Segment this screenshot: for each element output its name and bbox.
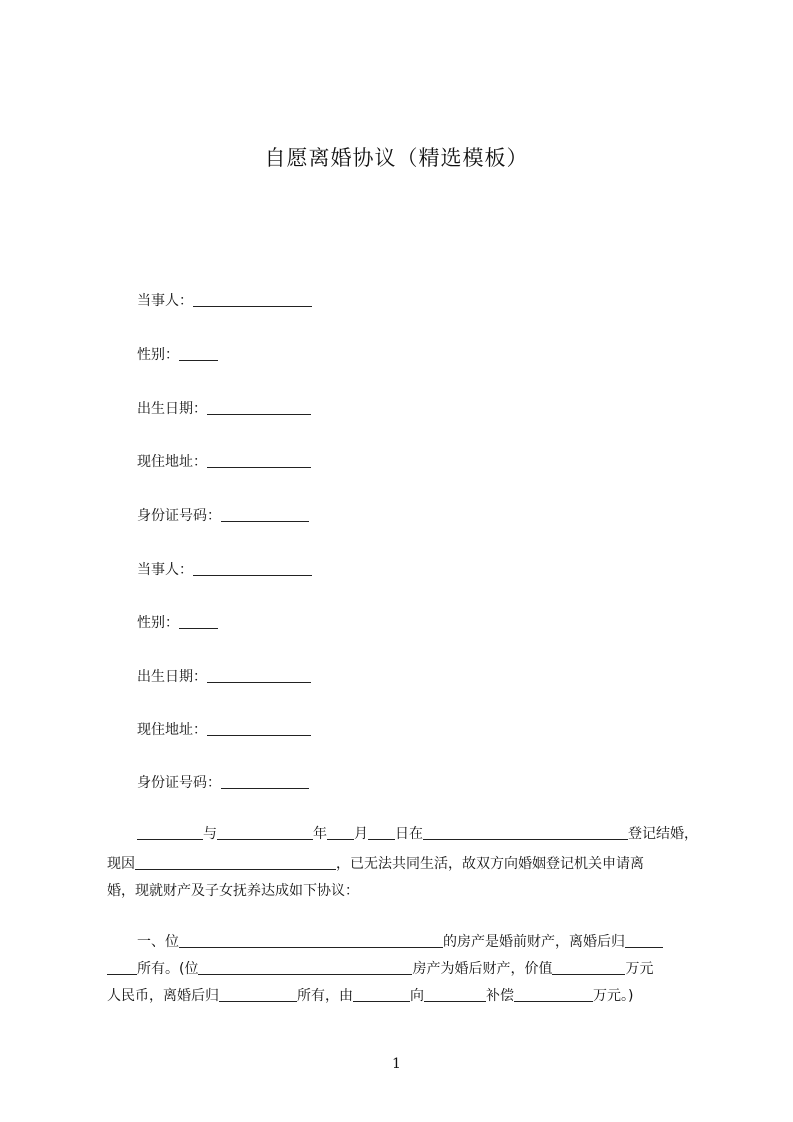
party1-gender-field — [137, 345, 218, 365]
intro-line-1 — [137, 824, 698, 844]
clause-text: 房产为婚后财产，价值 — [412, 961, 553, 977]
party1-name-label: 当事人： — [137, 293, 193, 309]
intro-text: 现因 — [107, 856, 135, 872]
party2-address-label: 现住地址： — [137, 722, 207, 738]
premarital-owner-blank-cont[interactable] — [107, 960, 137, 975]
registry-blank[interactable] — [423, 825, 628, 840]
intro-text: 年 — [313, 826, 327, 842]
party2-birth-blank[interactable] — [207, 668, 311, 683]
property-value-blank[interactable] — [552, 960, 625, 975]
clause1-line-2 — [107, 959, 653, 979]
party1-address-blank[interactable] — [207, 453, 311, 468]
party2-name-blank[interactable] — [193, 561, 312, 576]
clause-text: 所有。(位 — [137, 961, 199, 977]
party2-gender-field — [137, 613, 218, 633]
compensation-amount-blank[interactable] — [514, 987, 593, 1002]
party1-address-field — [137, 452, 311, 472]
intro-line-2 — [107, 854, 644, 874]
intro-text: ，已无法共同生活，故双方向婚姻登记机关申请离 — [336, 856, 644, 872]
party2-name-field — [137, 560, 312, 580]
party1-id-blank[interactable] — [221, 507, 309, 522]
party1-gender-blank[interactable] — [179, 346, 218, 361]
party1-name-field — [137, 291, 312, 311]
party1-id-field — [137, 506, 309, 526]
marital-property-location-blank[interactable] — [198, 960, 412, 975]
clause-text: 万元 — [625, 961, 654, 977]
intro-text: 与 — [203, 826, 217, 842]
party2-address-blank[interactable] — [207, 721, 311, 736]
intro-text: 月 — [354, 826, 368, 842]
party1-name-blank[interactable] — [193, 292, 312, 307]
year-blank[interactable] — [327, 825, 354, 840]
spouse2-blank[interactable] — [217, 825, 313, 840]
party1-address-label: 现住地址： — [137, 454, 207, 470]
payer-blank[interactable] — [353, 987, 410, 1002]
party1-gender-label: 性别： — [137, 347, 179, 363]
reason-blank[interactable] — [135, 855, 336, 870]
party2-name-label: 当事人： — [137, 562, 193, 578]
marital-owner-blank[interactable] — [219, 987, 297, 1002]
clause1-line-3 — [107, 986, 633, 1006]
party2-birth-label: 出生日期： — [137, 669, 207, 685]
party2-birth-field — [137, 667, 311, 687]
payee-blank[interactable] — [424, 987, 486, 1002]
clause-text: 向 — [410, 988, 424, 1004]
party2-gender-label: 性别： — [137, 615, 179, 631]
premarital-owner-blank[interactable] — [625, 933, 663, 948]
party2-gender-blank[interactable] — [179, 614, 218, 629]
party2-id-label: 身份证号码： — [137, 775, 221, 791]
clause-text: 的房产是婚前财产，离婚后归 — [443, 934, 625, 950]
premarital-property-location-blank[interactable] — [179, 933, 443, 948]
clause1-line-1 — [137, 932, 663, 952]
party2-address-field — [137, 720, 311, 740]
party2-id-blank[interactable] — [221, 774, 309, 789]
month-blank[interactable] — [368, 825, 395, 840]
clause-text: 一、位 — [137, 934, 179, 950]
party1-birth-label: 出生日期： — [137, 401, 207, 417]
intro-text: 日在 — [395, 826, 423, 842]
intro-line-3: 婚，现就财产及子女抚养达成如下协议： — [107, 883, 359, 899]
party1-id-label: 身份证号码： — [137, 508, 221, 524]
clause-text: 万元。) — [593, 988, 634, 1004]
document-title: 自愿离婚协议（精选模板） — [264, 146, 529, 170]
party2-id-field — [137, 773, 309, 793]
clause-text: 人民币，离婚后归 — [107, 988, 219, 1004]
party1-birth-blank[interactable] — [207, 400, 311, 415]
spouse1-blank[interactable] — [137, 825, 203, 840]
party1-birth-field — [137, 399, 311, 419]
page-number: 1 — [392, 1056, 401, 1072]
intro-text: 登记结婚， — [628, 826, 698, 842]
clause-text: 所有，由 — [297, 988, 353, 1004]
clause-text: 补偿 — [486, 988, 514, 1004]
